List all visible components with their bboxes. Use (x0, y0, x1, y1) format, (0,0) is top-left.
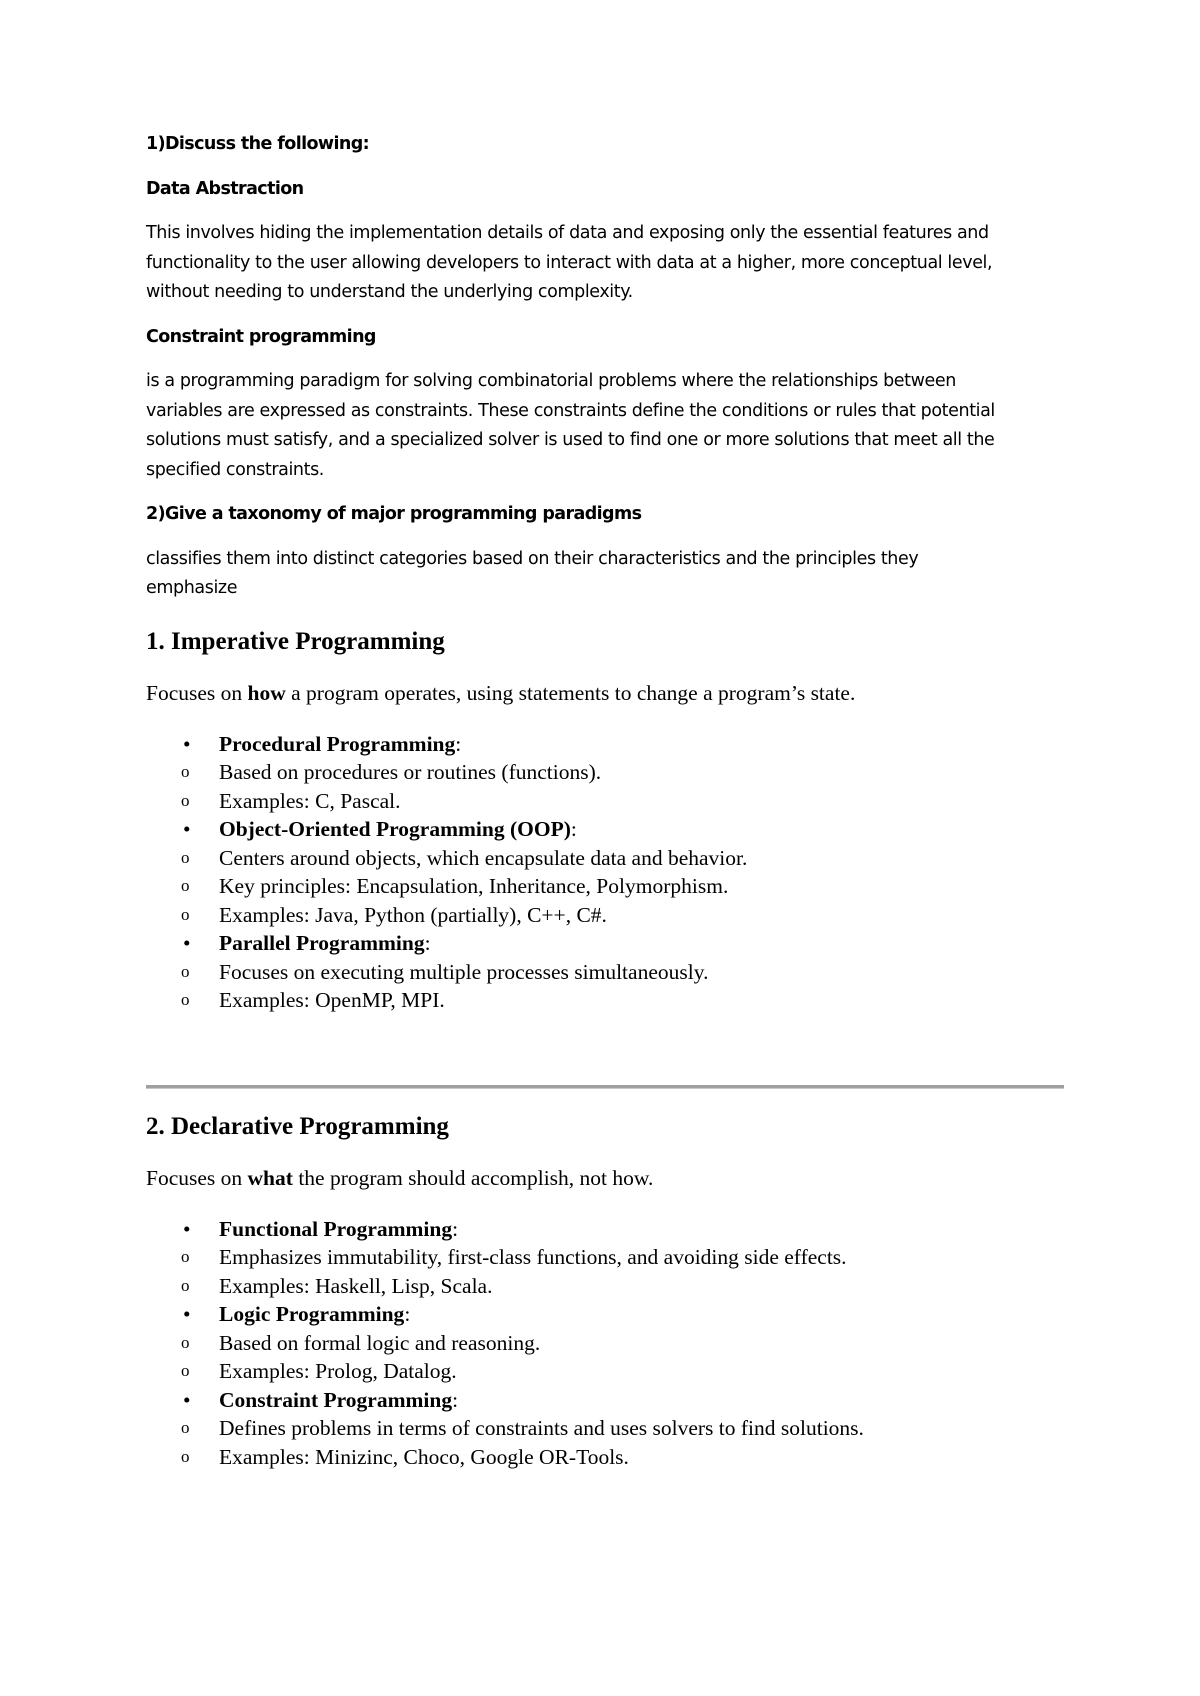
declarative-paradigm-list (146, 1215, 1066, 1472)
paragraph-line: functionality to the user allowing developers to interact with data at a higher, more conceptual level, (146, 252, 993, 273)
sub-bullet-icon: o (181, 876, 190, 895)
sub-bullet-icon: o (181, 1332, 190, 1352)
imperative-section-heading: 1. Imperative Programming (146, 627, 445, 655)
sub-list (146, 1414, 1066, 1471)
bullet-icon: • (183, 1216, 191, 1241)
paragraph-line: without needing to understand the underlying complexity. (146, 282, 633, 302)
colon: : (424, 931, 431, 955)
paradigm-name: Logic Programming (219, 1302, 405, 1326)
sub-list-item (146, 1443, 1066, 1472)
lead-emphasis: what (247, 1165, 293, 1190)
sub-list (146, 844, 1066, 930)
data-abstraction-paragraph (146, 219, 1066, 308)
sub-list-item (146, 844, 1066, 873)
sub-bullet-icon: o (181, 1446, 190, 1466)
colon: : (570, 817, 577, 841)
sub-bullet-icon: o (181, 1418, 190, 1437)
sub-list-item (146, 1272, 1066, 1301)
imperative-lead (146, 679, 1066, 708)
sub-item-text: Emphasizes immutability, first-class functions, and avoiding side effects. (219, 1245, 847, 1269)
sub-item-text: Key principles: Encapsulation, Inheritance, Polymorphism. (219, 874, 729, 898)
colon: : (404, 1302, 411, 1326)
sub-list-item (146, 958, 1066, 987)
paradigm-name: Functional Programming (219, 1216, 453, 1241)
sub-item-text: Based on procedures or routines (functions). (219, 760, 602, 784)
sub-bullet-icon: o (181, 847, 190, 867)
lead-text: a program operates, using statements to change a program’s state. (285, 680, 856, 705)
colon: : (452, 1387, 459, 1412)
sub-list-item (146, 986, 1066, 1015)
sub-list-item (146, 1243, 1066, 1272)
constraint-programming-paragraph (146, 367, 1066, 485)
sub-list (146, 758, 1066, 815)
bullet-icon: • (183, 931, 191, 955)
sub-list-item (146, 758, 1066, 787)
sub-list-item (146, 901, 1066, 930)
sub-bullet-icon: o (181, 1275, 190, 1295)
declarative-lead (146, 1164, 1066, 1193)
bullet-icon: • (183, 1387, 191, 1412)
paragraph-line: classifies them into distinct categories based on their characteristics and the principles they (146, 548, 919, 569)
sub-item-text: Defines problems in terms of constraints and uses solvers to find solutions. (219, 1416, 864, 1440)
sub-bullet-icon: o (181, 1247, 190, 1266)
list-item (146, 1300, 1066, 1386)
sub-item-text: Examples: OpenMP, MPI. (219, 988, 445, 1012)
sub-bullet-icon: o (181, 762, 190, 781)
lead-text: Focuses on (146, 680, 248, 705)
horizontal-rule (146, 1085, 1064, 1089)
sub-list-item (146, 1329, 1066, 1358)
constraint-programming-heading: Constraint programming (146, 326, 376, 347)
question-2-heading: 2)Give a taxonomy of major programming paradigms (146, 504, 642, 524)
list-item (146, 1215, 1066, 1301)
paragraph-line: variables are expressed as constraints. These constraints define the conditions or rules that potential (146, 400, 995, 421)
sub-list-item (146, 1414, 1066, 1443)
list-item (146, 1386, 1066, 1472)
data-abstraction-heading: Data Abstraction (146, 178, 304, 199)
document-body (146, 130, 1066, 1471)
sub-item-text: Based on formal logic and reasoning. (219, 1330, 541, 1355)
declarative-section-heading: 2. Declarative Programming (146, 1112, 449, 1140)
sub-item-text: Examples: Haskell, Lisp, Scala. (219, 1273, 493, 1298)
sub-item-text: Examples: C, Pascal. (219, 788, 401, 813)
colon: : (452, 1216, 459, 1241)
sub-bullet-icon: o (181, 904, 190, 924)
sub-bullet-icon: o (181, 990, 190, 1009)
sub-list-item (146, 787, 1066, 816)
sub-list (146, 1243, 1066, 1300)
list-item (146, 815, 1066, 929)
paradigm-name: Constraint Programming (219, 1387, 453, 1412)
lead-text: the program should accomplish, not how. (292, 1165, 654, 1190)
paragraph-line: specified constraints. (146, 459, 324, 480)
question-1-heading: 1)Discuss the following: (146, 134, 370, 154)
bullet-icon: • (183, 817, 191, 841)
sub-item-text: Centers around objects, which encapsulate data and behavior. (219, 845, 748, 870)
paradigm-name: Object-Oriented Programming (OOP) (219, 817, 571, 841)
bullet-icon: • (183, 1302, 191, 1326)
lead-text: Focuses on (146, 1165, 248, 1190)
sub-item-text: Focuses on executing multiple processes simultaneously. (219, 959, 709, 984)
sub-item-text: Examples: Java, Python (partially), C++, C#. (219, 902, 607, 927)
sub-list (146, 1329, 1066, 1386)
colon: : (455, 731, 462, 756)
sub-list-item (146, 1357, 1066, 1386)
paragraph-line: solutions must satisfy, and a specialized solver is used to find one or more solutions that meet all the (146, 430, 995, 450)
paragraph-line: This involves hiding the implementation details of data and exposing only the essential features and (146, 223, 989, 243)
sub-bullet-icon: o (181, 961, 190, 981)
paradigm-name: Procedural Programming (219, 731, 456, 756)
taxonomy-intro-paragraph (146, 545, 1066, 604)
lead-emphasis: how (247, 680, 286, 705)
sub-list-item (146, 872, 1066, 901)
paragraph-line: is a programming paradigm for solving combinatorial problems where the relationships between (146, 371, 956, 391)
sub-item-text: Examples: Prolog, Datalog. (219, 1359, 457, 1383)
sub-bullet-icon: o (181, 1361, 190, 1380)
list-item (146, 730, 1066, 816)
bullet-icon: • (183, 731, 191, 756)
sub-item-text: Examples: Minizinc, Choco, Google OR-Tools. (219, 1444, 629, 1469)
sub-list (146, 958, 1066, 1015)
imperative-paradigm-list (146, 730, 1066, 1015)
paradigm-name: Parallel Programming (219, 931, 425, 955)
sub-bullet-icon: o (181, 790, 190, 810)
paragraph-line: emphasize (146, 578, 238, 598)
list-item (146, 929, 1066, 1015)
